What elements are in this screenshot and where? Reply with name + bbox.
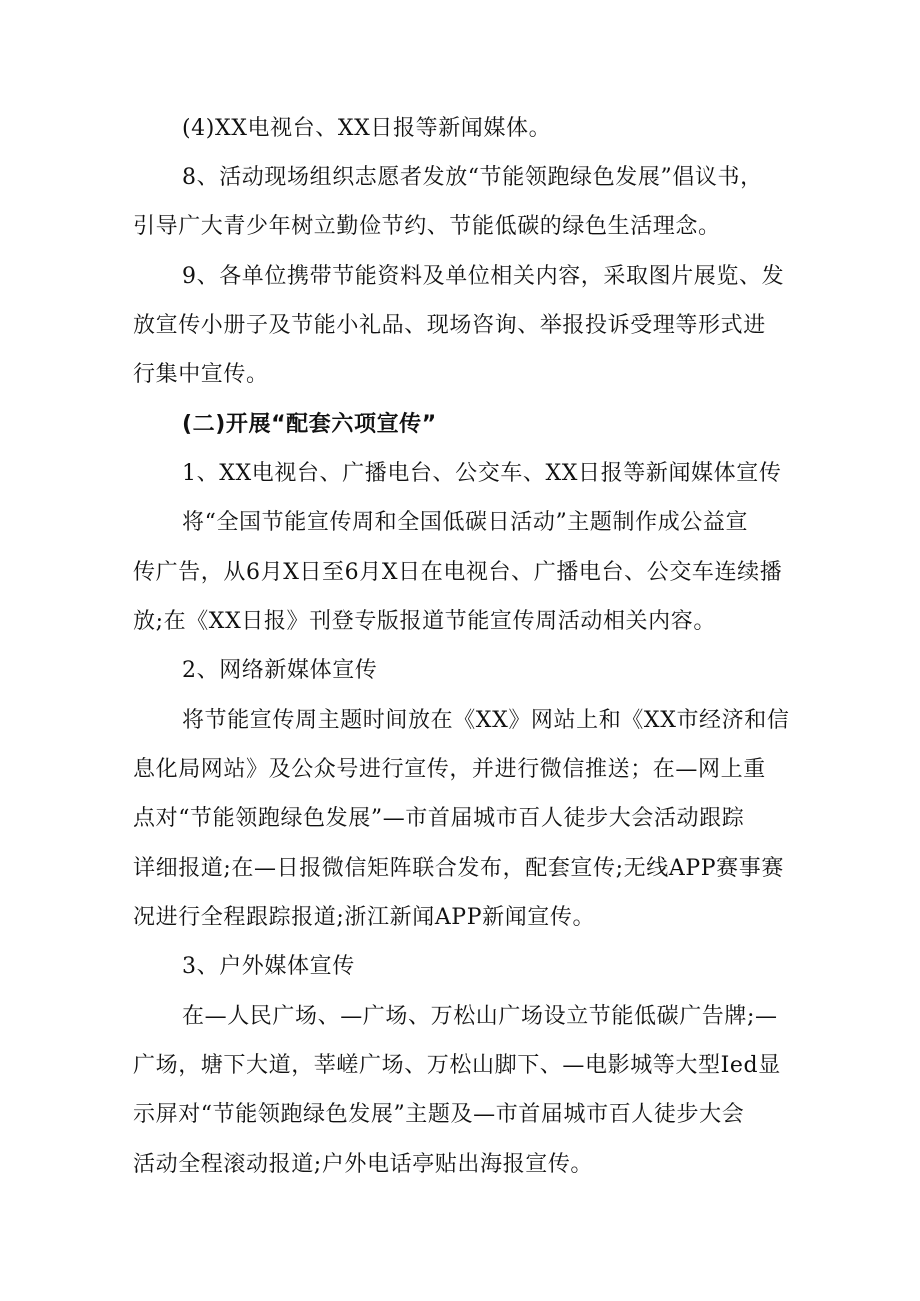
paragraph-item-8-line-2: 引导广大青少年树立勤俭节约、节能低碳的绿色生活理念。 <box>133 214 721 239</box>
paragraph-online-line-2: 息化局网站》及公众号进行宣传，并进行微信推送；在—网上重 <box>133 757 766 782</box>
paragraph-item-4-media: (4)XX电视台、XX日报等新闻媒体。 <box>182 116 552 141</box>
paragraph-tv-line-1: 将“全国节能宣传周和全国低碳日活动”主题制作成公益宣 <box>182 510 749 535</box>
paragraph-outdoor-line-1: 在—人民广场、—广场、万松山广场设立节能低碳广告牌;— <box>182 1004 778 1029</box>
paragraph-online-line-1: 将节能宣传周主题时间放在《XX》网站上和《XX市经济和信 <box>182 708 790 733</box>
paragraph-online-line-5: 况进行全程跟踪报道;浙江新闻APP新闻宣传。 <box>133 905 596 930</box>
paragraph-item-9-line-3: 行集中宣传。 <box>133 362 269 387</box>
paragraph-item-8-line-1: 8、活动现场组织志愿者发放“节能领跑绿色发展”倡议书， <box>182 165 763 190</box>
section-heading-two: (二)开展“配套六项宣传” <box>182 412 437 437</box>
paragraph-outdoor-line-3: 示屏对“节能领跑绿色发展”主题及—市首届城市百人徒步大会 <box>133 1102 745 1127</box>
subheading-1-tv-media: 1、XX电视台、广播电台、公交车、XX日报等新闻媒体宣传 <box>182 461 782 486</box>
paragraph-tv-line-3: 放;在《XX日报》刊登专版报道节能宣传周活动相关内容。 <box>133 609 716 634</box>
paragraph-tv-line-2: 传广告，从6月X日至6月X日在电视台、广播电台、公交车连续播 <box>133 560 783 585</box>
paragraph-online-line-4: 详细报道;在—日报微信矩阵联合发布，配套宣传;无线APP赛事赛 <box>133 856 784 881</box>
paragraph-item-9-line-2: 放宣传小册子及节能小礼品、现场咨询、举报投诉受理等形式进 <box>133 313 766 338</box>
paragraph-online-line-3: 点对“节能领跑绿色发展”—市首届城市百人徒步大会活动跟踪 <box>133 806 745 831</box>
paragraph-outdoor-line-2: 广场，塘下大道，莘嵯广场、万松山脚下、—电影城等大型Ied显 <box>133 1053 781 1078</box>
paragraph-outdoor-line-4: 活动全程滚动报道;户外电话亭贴出海报宣传。 <box>133 1152 594 1177</box>
subheading-2-online-media: 2、网络新媒体宣传 <box>182 658 378 683</box>
paragraph-item-9-line-1: 9、各单位携带节能资料及单位相关内容，采取图片展览、发 <box>182 264 785 289</box>
subheading-3-outdoor-media: 3、户外媒体宣传 <box>182 954 355 979</box>
